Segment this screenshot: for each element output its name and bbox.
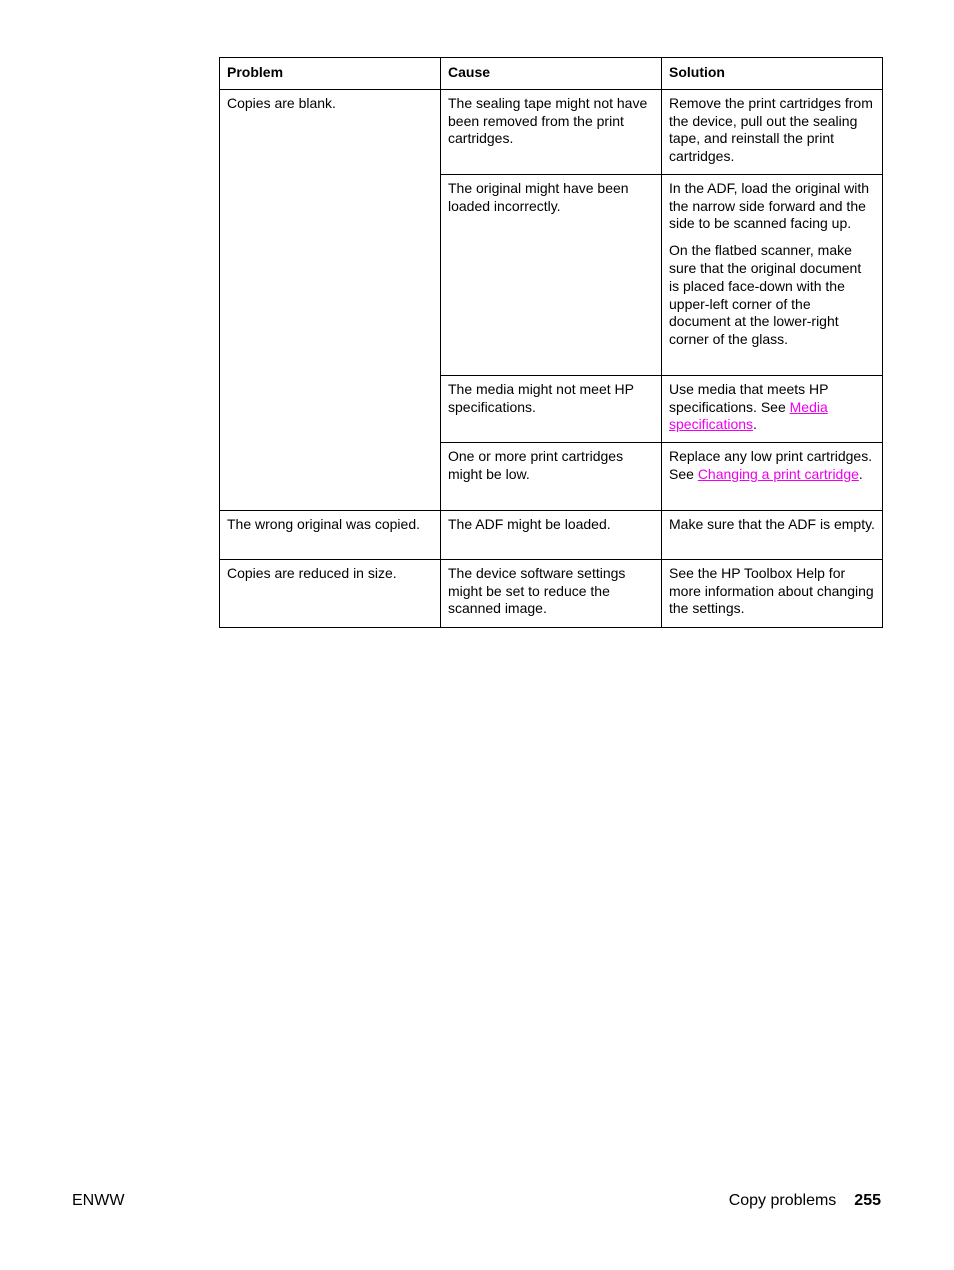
page-number: 255: [854, 1192, 881, 1209]
footer-section-title: Copy problems: [728, 1192, 837, 1209]
solution-text: Replace any low print cartridges. See: [669, 447, 873, 482]
cause-cell: The original might have been loaded incorrectly.: [441, 174, 662, 375]
cause-cell: One or more print cartridges might be low.: [441, 442, 662, 510]
footer-enww: ENWW: [72, 1192, 125, 1209]
solution-cell: See the HP Toolbox Help for more information about changing the settings.: [662, 559, 883, 627]
problem-cell: Copies are blank.: [220, 89, 441, 510]
solution-cell: Remove the print cartridges from the device, pull out the sealing tape, and reinstall the print cartridges.: [662, 89, 883, 174]
solution-paragraph: On the flatbed scanner, make sure that the original document is placed face-down with the upper-left corner of the document at the lower-right corner of the glass.: [669, 242, 862, 348]
media-specifications-link[interactable]: Media specifications: [669, 398, 828, 433]
header-problem: Problem: [220, 58, 441, 90]
cause-cell: The ADF might be loaded.: [441, 510, 662, 559]
problem-cell: Copies are reduced in size.: [220, 559, 441, 627]
cause-cell: The sealing tape might not have been removed from the print cartridges.: [441, 89, 662, 174]
solution-text-end: .: [753, 416, 757, 433]
changing-print-cartridge-link[interactable]: Changing a print cartridge: [697, 465, 859, 482]
solution-cell: [662, 442, 883, 510]
table-row: [220, 559, 883, 627]
table-row: [220, 510, 883, 559]
solution-text: Use media that meets HP specifications. See: [669, 380, 829, 415]
footer-right: [729, 1191, 881, 1211]
solution-text-end: .: [858, 465, 863, 482]
solution-cell: [662, 174, 883, 375]
cause-cell: The media might not meet HP specifications.: [441, 375, 662, 442]
table-header-row: [220, 58, 883, 90]
solution-paragraph: In the ADF, load the original with the narrow side forward and the side to be scanned facing up.: [669, 179, 870, 232]
header-cause: Cause: [441, 58, 662, 90]
table-row: [220, 89, 883, 174]
solution-cell: Make sure that the ADF is empty.: [662, 510, 883, 559]
cause-cell: The device software settings might be set to reduce the scanned image.: [441, 559, 662, 627]
header-solution: Solution: [662, 58, 883, 90]
troubleshooting-table: [219, 57, 883, 628]
solution-cell: [662, 375, 883, 442]
problem-cell: The wrong original was copied.: [220, 510, 441, 559]
